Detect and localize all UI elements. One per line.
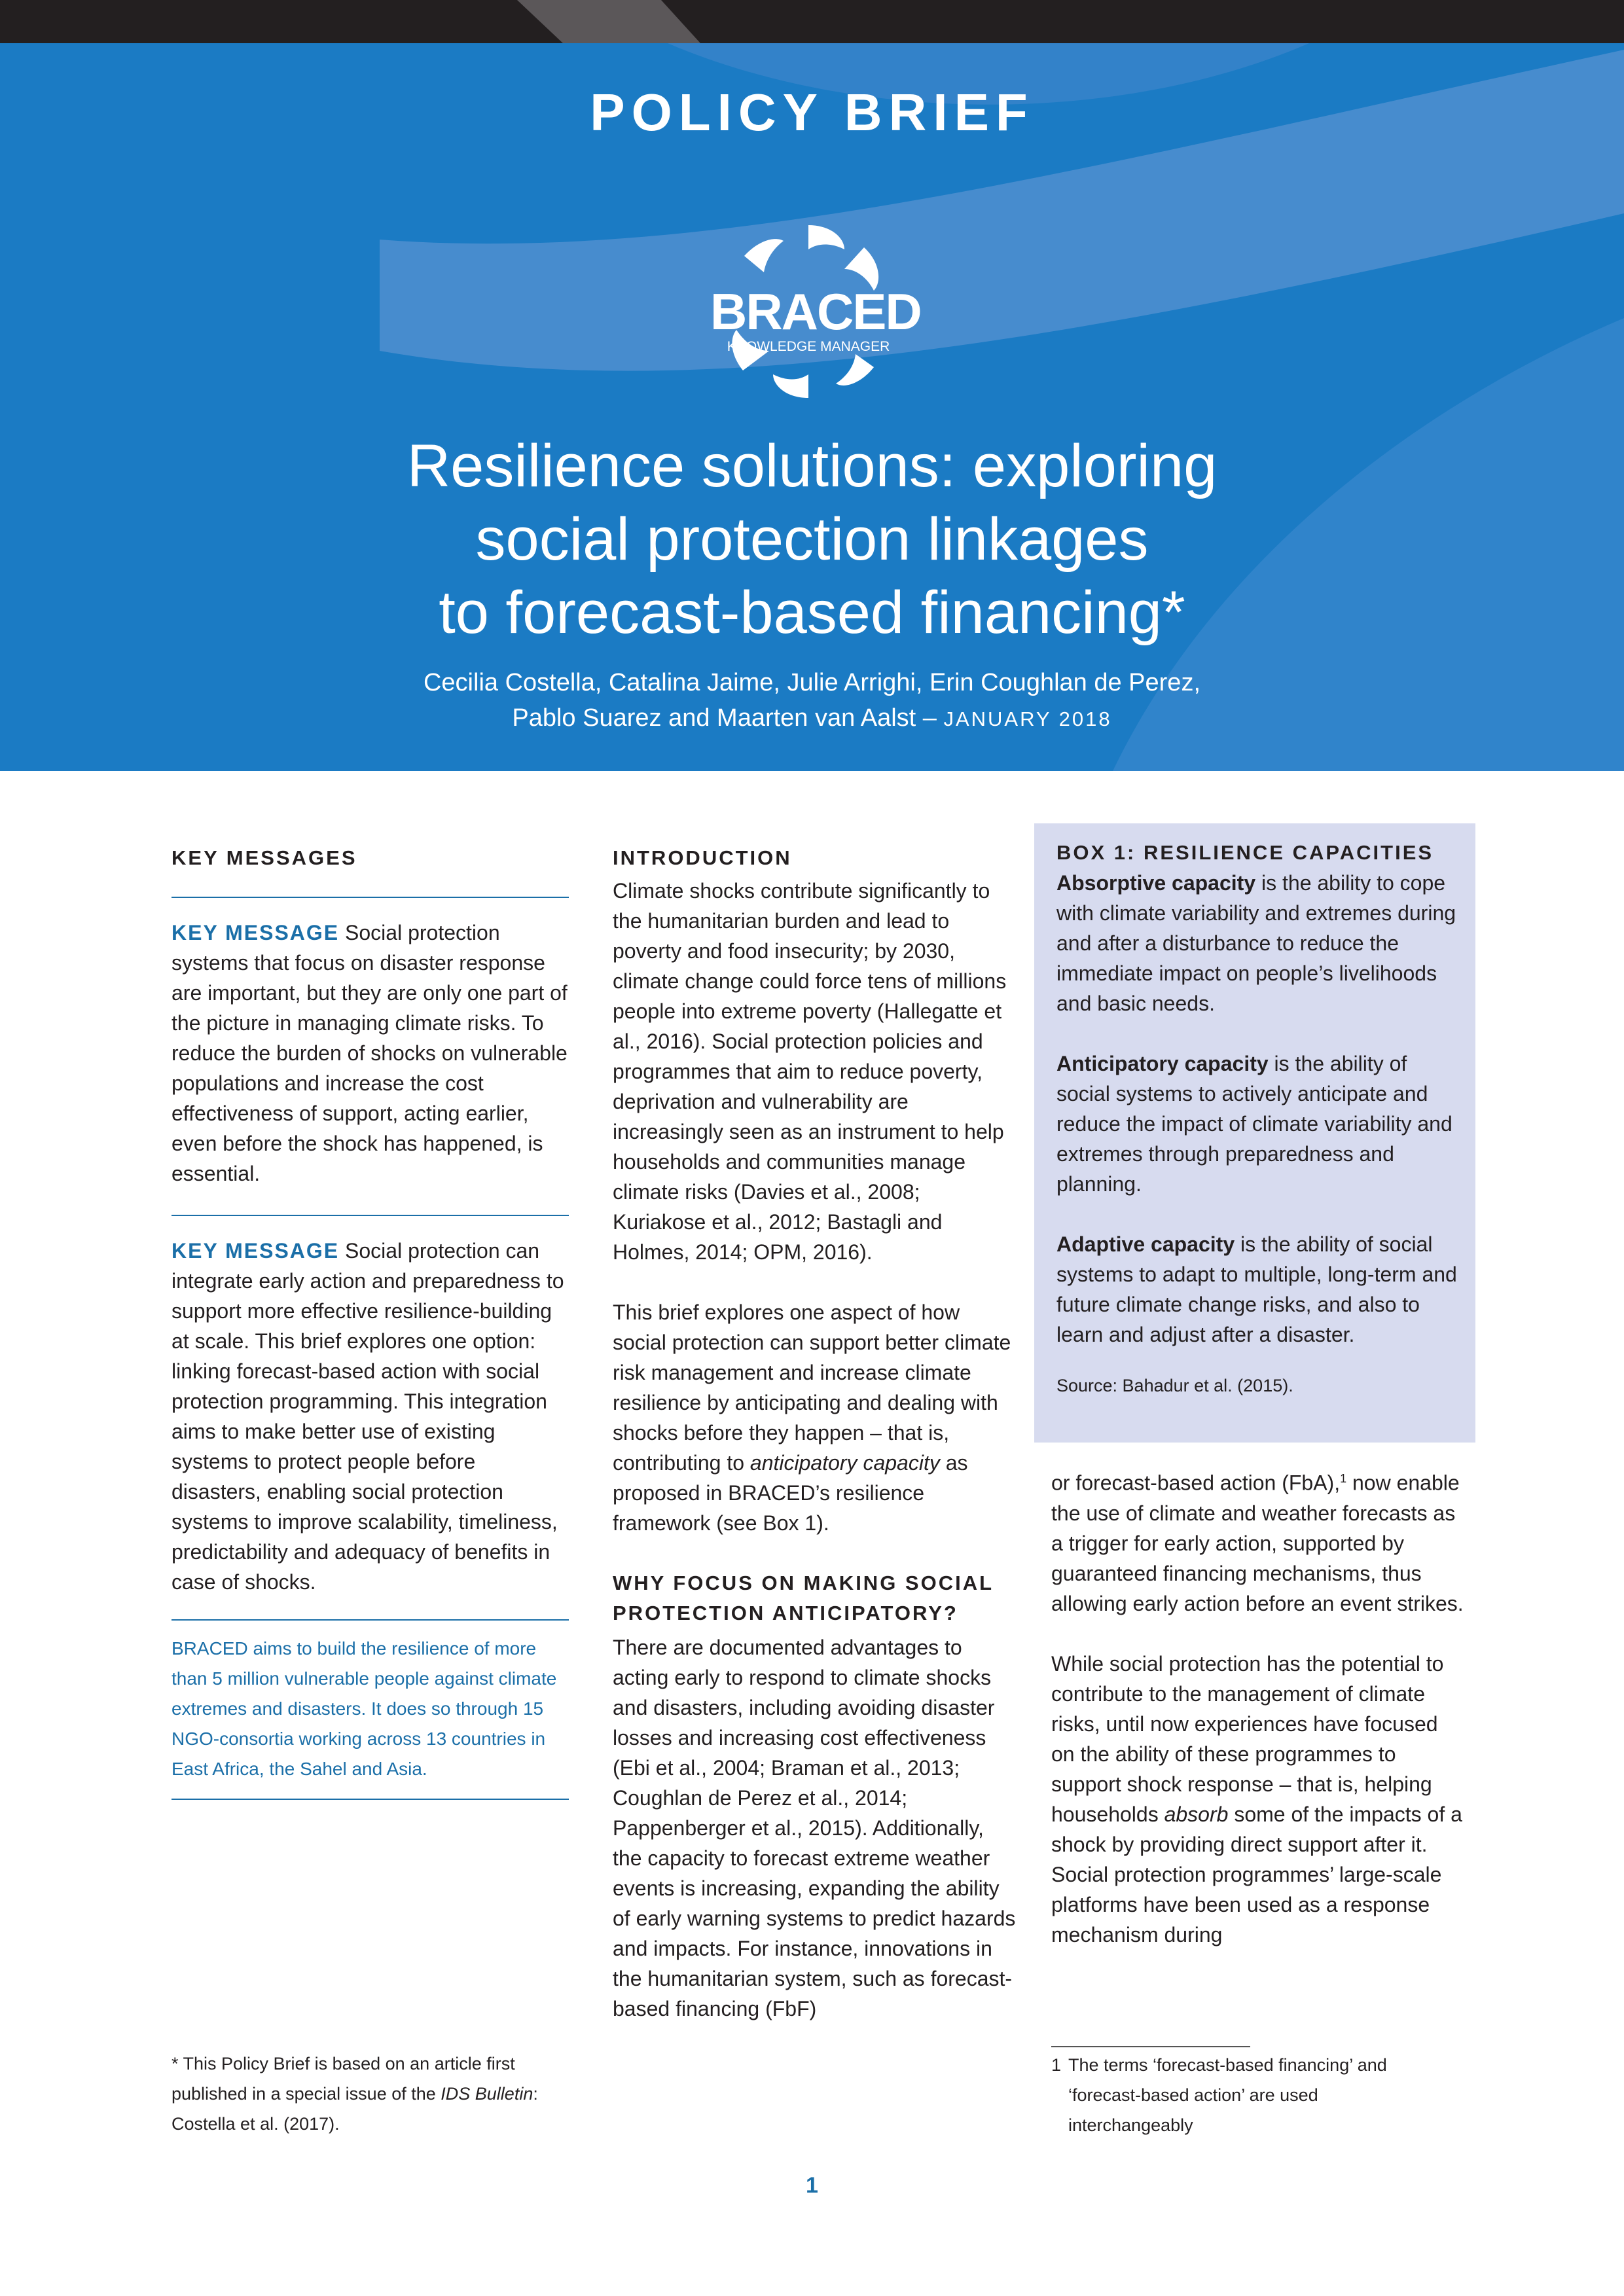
divider: [171, 1799, 569, 1800]
divider: [171, 1619, 569, 1621]
footnote-text-pre: * This Policy Brief is based on an article first published in a special issue of the: [171, 2054, 515, 2104]
why-focus-heading: WHY FOCUS ON MAKING SOCIAL PROTECTION ANTICIPATORY?: [613, 1571, 994, 1624]
title-line-1: Resilience solutions: exploring: [406, 433, 1218, 499]
introduction-paragraph-1: Climate shocks contribute significantly to the humanitarian burden and lead to poverty and food insecurity; by 2030, climate change could force tens of millions people into extreme poverty (Hallegatte et al., 2016). Social protection policies and programmes that aim to reduce poverty, deprivation and vulnerability are increasingly seen as an instrument to help households and communities manage climate risks (Davies et al., 2008; Kuriakose et al., 2012; Bastagli and Holmes, 2014; OPM, 2016).: [613, 879, 1007, 1264]
box-content: [1056, 838, 1462, 1401]
key-message-label: KEY MESSAGE: [171, 921, 340, 944]
footnote-1-text: The terms ‘forecast-based financing’ and ‘forecast-based action’ are used interchangeably: [1068, 2055, 1387, 2135]
col3-p2-text-end: some of the impacts of a shock by providing direct support after it. Social protection programmes’ large-scale platforms have been used as a response mechanism during: [1051, 1802, 1462, 1946]
adaptive-capacity-definition: [1056, 1229, 1462, 1350]
title-line-3: to forecast-based financing*: [439, 579, 1185, 646]
hero-banner: [0, 43, 1624, 771]
col3-p1-text-end: now enable the use of climate and weather forecasts as a trigger for early action, supported by guaranteed financing mechanisms, thus allowing early action before an event strikes.: [1051, 1471, 1464, 1615]
introduction-column: [613, 825, 1019, 2024]
adaptive-text: is the ability of social systems to adapt to multiple, long-term and future climate change risks, and also to learn and adjust after a disaster.: [1056, 1232, 1457, 1346]
adaptive-term: Adaptive capacity: [1056, 1232, 1235, 1256]
hero-swoosh-graphic: [0, 43, 1624, 771]
intro-p2-text-end: as proposed in BRACED’s resilience framework (see Box 1).: [613, 1451, 968, 1535]
publication-date: JANUARY 2018: [943, 708, 1112, 730]
introduction-heading: INTRODUCTION: [613, 846, 792, 869]
box-heading: BOX 1: RESILIENCE CAPACITIES: [1056, 841, 1434, 864]
key-message-2-text: Social protection can integrate early action and preparedness to support more effective resilience-building at scale. This brief explores one option: linking forecast-based action with social protection programming. This integration aims to make better use of existing systems to protect people before disasters, enabling social protection systems to improve scalability, timeliness, predictability and adequacy of benefits in case of shocks.: [171, 1239, 564, 1594]
policy-brief-label: POLICY BRIEF: [590, 83, 1034, 141]
footnote-journal: IDS Bulletin: [441, 2084, 533, 2104]
logo-wordmark: BRACED: [710, 283, 921, 340]
intro-p2-text: This brief explores one aspect of how social protection can support better climate risk management and increase climate resilience by anticipating and dealing with shocks before they happen – that is, contributing to: [613, 1300, 1011, 1475]
authors-line-1: Cecilia Costella, Catalina Jaime, Julie Arrighi, Erin Coughlan de Perez,: [423, 669, 1201, 696]
why-focus-paragraph: There are documented advantages to acting early to respond to climate shocks and disasters, including avoiding disaster losses and increasing cost effectiveness (Ebi et al., 2004; Braman et al., 2013; Coughlan de Perez et al., 2014; Pappenberger et al., 2015). Additionally, the capacity to forecast extreme weather events is increasing, expanding the ability of early warning systems to predict hazards and impacts. For instance, innovations in the humanitarian system, such as forecast-based financing (FbF): [613, 1636, 1016, 2020]
absorb-emphasis: absorb: [1164, 1802, 1229, 1826]
key-message-2: [171, 1236, 569, 1597]
absorptive-term: Absorptive capacity: [1056, 871, 1256, 895]
title-line-2: social protection linkages: [475, 506, 1149, 573]
document-title: [196, 429, 1428, 649]
anticipatory-term: Anticipatory capacity: [1056, 1052, 1269, 1075]
braced-note: BRACED aims to build the resilience of more than 5 million vulnerable people against climate extremes and disasters. It does so through 15 NGO-consortia working across 13 countries in East Africa, the Sahel and Asia.: [171, 1638, 557, 1779]
footnote-1: [1051, 2050, 1444, 2140]
footnote-text-post: : Costella et al. (2017).: [171, 2084, 538, 2134]
key-message-1-text: Social protection systems that focus on disaster response are important, but they are only one part of the picture in managing climate risks. To reduce the burden of shocks on vulnerable populations and increase the cost effectiveness of support, acting earlier, even before the shock has happened, is essential.: [171, 921, 568, 1185]
top-bar-graphic: [0, 0, 1624, 43]
divider: [171, 897, 569, 898]
logo-subtitle: KNOWLEDGE MANAGER: [727, 339, 890, 354]
anticipatory-capacity-definition: [1056, 1049, 1462, 1199]
key-message-1: [171, 918, 569, 1189]
authors: [196, 665, 1428, 737]
col3-paragraph-1: [1051, 1463, 1464, 1619]
article-footnote: [171, 2049, 569, 2139]
footnote-divider: [1051, 2046, 1250, 2047]
introduction-paragraph-2: [613, 1297, 1019, 1538]
anticipatory-capacity-emphasis: anticipatory capacity: [749, 1451, 940, 1475]
key-messages-column: [171, 825, 569, 1800]
col3-paragraph-2: [1051, 1649, 1464, 1950]
box-resilience-capacities: [1034, 823, 1475, 1443]
continuation-column: [1051, 1463, 1464, 1950]
box-source: Source: Bahadur et al. (2015).: [1056, 1376, 1293, 1395]
braced-logo: [710, 220, 921, 403]
col3-p1-text: or forecast-based action (FbA),: [1051, 1471, 1341, 1495]
page-number: 1: [806, 2173, 818, 2198]
footnote-1-number: 1: [1051, 2055, 1062, 2075]
absorptive-capacity-definition: [1056, 868, 1462, 1018]
absorptive-text: is the ability to cope with climate variability and extremes during and after a disturbance to reduce the immediate impact on people’s livelihoods and basic needs.: [1056, 871, 1456, 1015]
top-bar: [0, 0, 1624, 43]
anticipatory-text: is the ability of social systems to actively anticipate and reduce the impact of climate variability and extremes through preparedness and planning.: [1056, 1052, 1453, 1196]
divider: [171, 1215, 569, 1216]
key-messages-heading: KEY MESSAGES: [171, 846, 357, 869]
footnote-marker: 1: [1340, 1472, 1347, 1485]
col3-p2-text: While social protection has the potential to contribute to the management of climate risks, until now experiences have focused on the ability of these programmes to support shock response – that is, helping households: [1051, 1651, 1444, 1826]
authors-line-2: [196, 700, 1428, 737]
authors-line-2-text: Pablo Suarez and Maarten van Aalst –: [512, 704, 944, 732]
key-message-label: KEY MESSAGE: [171, 1239, 340, 1263]
